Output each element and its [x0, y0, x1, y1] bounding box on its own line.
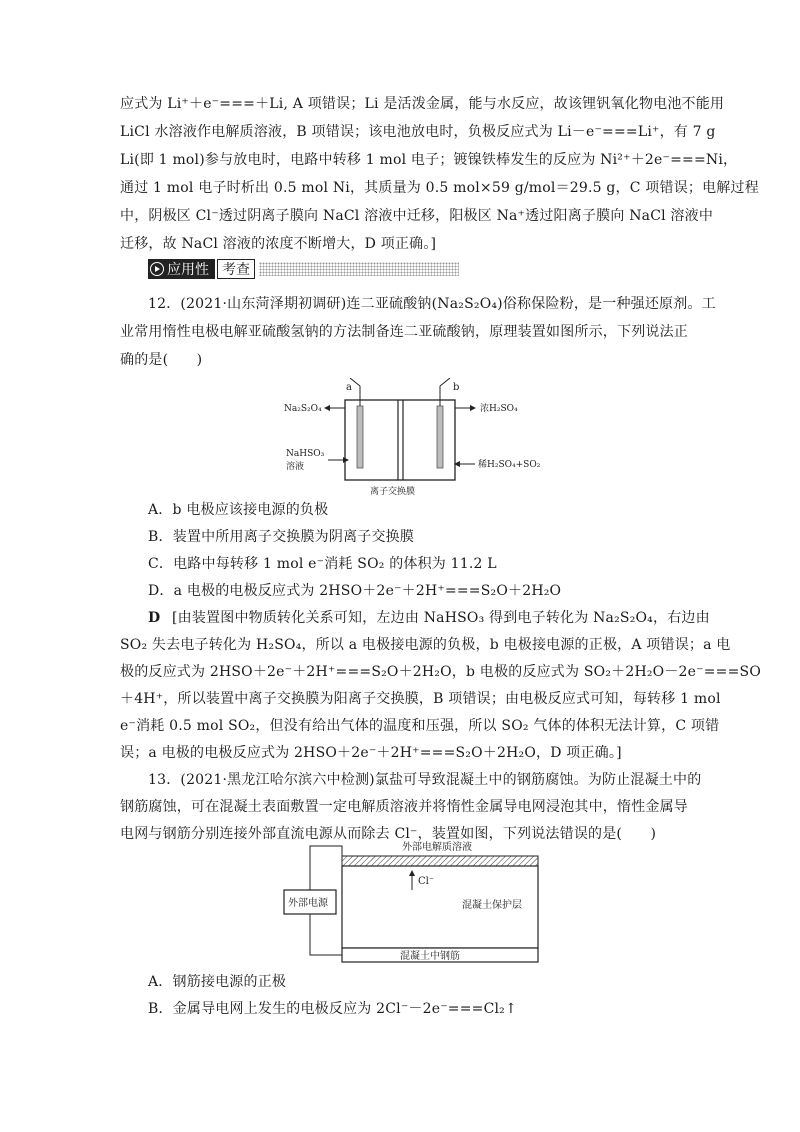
play-icon: [150, 262, 164, 276]
q12-option-d: D．a 电极的电极反应式为 2HSO＋2e⁻＋2H⁺===S₂O＋2H₂O: [148, 583, 562, 599]
left-outlet-label: Na₂S₂O₄: [284, 404, 322, 414]
q12-option-a: A．b 电极应该接电源的负极: [148, 502, 329, 518]
q12-stem-line: 业常用惰性电极电解亚硫酸氢钠的方法制备连二亚硫酸钠，原理装置如图所示，下列说法正: [120, 324, 688, 340]
section-banner: [148, 258, 459, 280]
protective-layer-label: 混凝土保护层: [462, 900, 522, 911]
right-inlet-label: 稀H₂SO₄+SO₂: [478, 460, 541, 470]
q12-explanation-line: 极的反应式为 2HSO＋2e⁻＋2H⁺===S₂O＋2H₂O，b 电极的反应式为 SO₂＋2H₂O－2e⁻===SO: [120, 664, 761, 680]
q12-answer: D: [148, 610, 161, 626]
concrete-protection-diagram: [280, 838, 560, 968]
paragraph-line: 迁移，故 NaCl 溶液的浓度不断增大，D 项正确。]: [120, 236, 437, 252]
q13-stem-line: 电网与钢筋分别连接外部直流电源从而除去 Cl⁻，装置如图，下列说法错误的是( ): [120, 826, 657, 842]
q13-stem-line: 13．(2021·黑龙江哈尔滨六中检测)氯盐可导致混凝土中的钢筋腐蚀。为防止混凝土中的: [148, 772, 702, 788]
q12-explanation-line: SO₂ 失去电子转化为 H₂SO₄，所以 a 电极接电源的负极，b 电极接电源的正极，A 项错误；a 电: [120, 637, 731, 653]
banner-dots: [259, 262, 459, 276]
paragraph-line: Li(即 1 mol)参与放电时，电路中转移 1 mol 电子；镀镍铁棒发生的反应为 Ni²⁺＋2e⁻===Ni，: [120, 152, 738, 168]
q12-stem-line: 12．(2021·山东菏泽期初调研)连二亚硫酸钠(Na₂S₂O₄)俗称保险粉，是一种强还原剂。工: [148, 296, 716, 312]
q13-option-a: A．钢筋接电源的正极: [148, 974, 287, 990]
paragraph-line: 通过 1 mol 电子时析出 0.5 mol Ni，其质量为 0.5 mol×59 g/mol＝29.5 g，C 项错误；电解过程: [120, 180, 759, 196]
electrode-b-label: b: [453, 382, 460, 393]
q12-stem-line: 确的是( ): [120, 352, 203, 368]
membrane-label: 离子交换膜: [370, 487, 416, 497]
power-source-label: 外部电源: [288, 898, 328, 909]
q13-stem-line: 钢筋腐蚀，可在混凝土表面敷置一定电解质溶液并将惰性金属导电网浸泡其中，惰性金属导: [120, 799, 688, 815]
right-outlet-label: 浓H₂SO₄: [480, 404, 518, 414]
q12-explanation-line: 误；a 电极的电极反应式为 2HSO＋2e⁻＋2H⁺===S₂O＋2H₂O，D 项正确。]: [120, 745, 622, 761]
left-inlet-label-2: 溶液: [286, 462, 305, 472]
chloride-label: Cl⁻: [418, 876, 435, 887]
electrolysis-cell-diagram: [270, 378, 570, 498]
top-electrolyte-label: 外部电解质溶液: [402, 842, 472, 853]
q12-explanation-line: [由装置图中物质转化关系可知，左边由 NaHSO₃ 得到电子转化为 Na₂S₂O₄，右边由: [172, 610, 710, 626]
q12-option-c: C．电路中每转移 1 mol e⁻消耗 SO₂ 的体积为 11.2 L: [148, 556, 497, 572]
q13-option-b: B．金属导电网上发生的电极反应为 2Cl⁻－2e⁻===Cl₂↑: [148, 1001, 517, 1017]
paragraph-line: 中，阴极区 Cl⁻透过阴离子膜向 NaCl 溶液中迁移，阳极区 Na⁺透过阳离子膜向 NaCl 溶液中: [120, 208, 714, 224]
electrode-a-label: a: [346, 382, 352, 393]
q12-option-b: B．装置中所用离子交换膜为阴离子交换膜: [148, 529, 415, 545]
banner-dark-label: 应用性: [167, 262, 209, 278]
left-inlet-label-1: NaHSO₃: [286, 449, 325, 459]
banner-light-label: 考查: [217, 259, 255, 279]
q12-explanation-line: ＋4H⁺，所以装置中离子交换膜为阳离子交换膜，B 项错误；由电极反应式可知，每转移 1 mol: [120, 691, 721, 707]
paragraph-line: LiCl 水溶液作电解质溶液，B 项错误；该电池放电时，负极反应式为 Li－e⁻===Li⁺，有 7 g: [120, 124, 716, 140]
paragraph-line: 应式为 Li⁺＋e⁻===＋Li, A 项错误；Li 是活泼金属，能与水反应，故该锂钒氧化物电池不能用: [120, 96, 725, 112]
steel-bar-label: 混凝土中钢筋: [400, 951, 460, 962]
q12-explanation-line: e⁻消耗 0.5 mol SO₂，但没有给出气体的温度和压强，所以 SO₂ 气体的体积无法计算，C 项错: [120, 718, 720, 734]
